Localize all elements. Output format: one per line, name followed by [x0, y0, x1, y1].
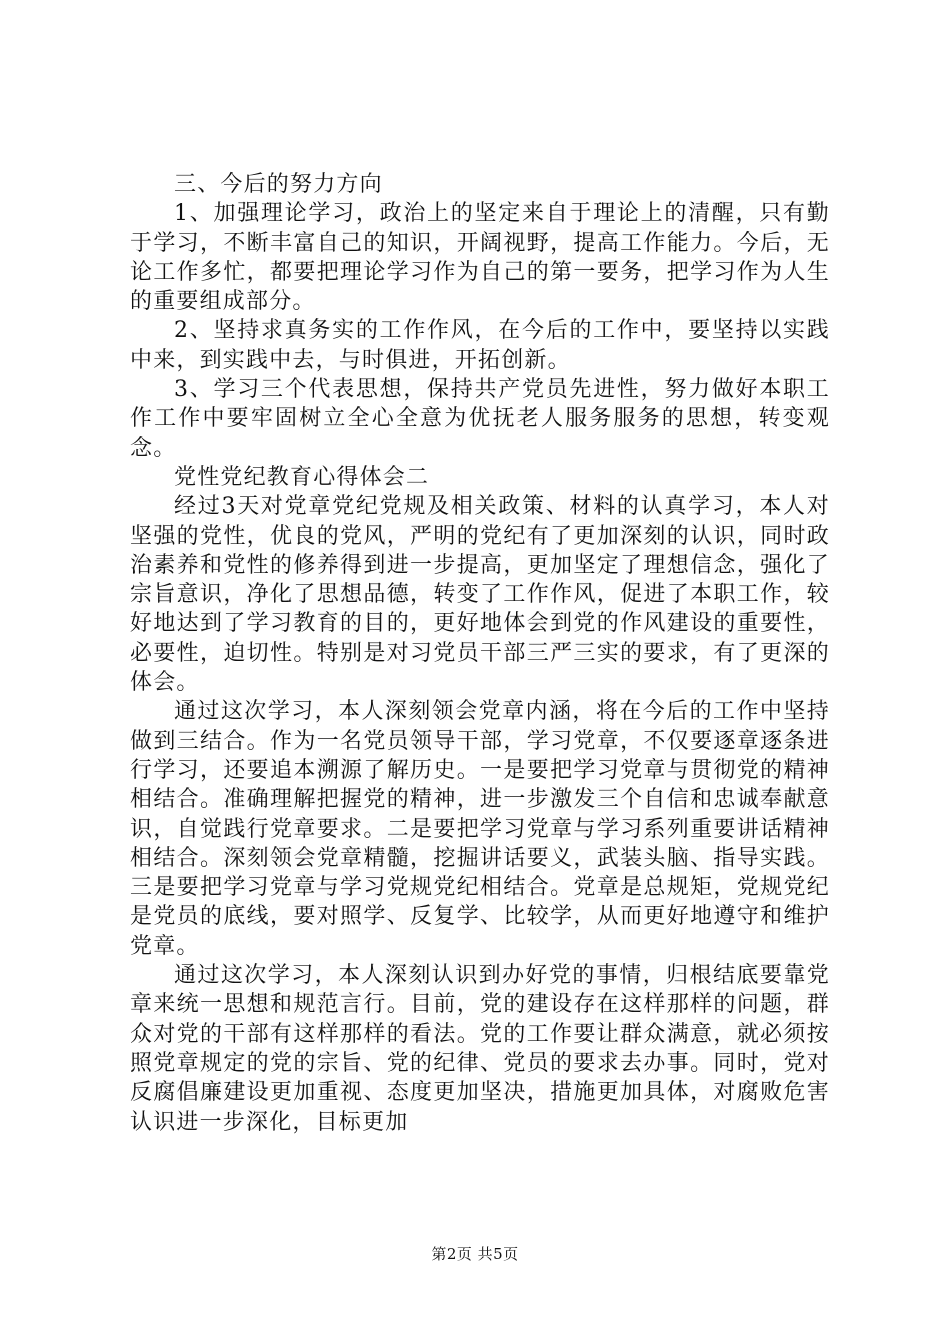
paragraph: 2、坚持求真务实的工作作风，在今后的工作中，要坚持以实践中来，到实践中去，与时俱进，开拓创新。: [130, 318, 830, 373]
paragraph: 3、学习三个代表思想，保持共产党员先进性，努力做好本职工作工作中要牢固树立全心全意为优抚老人服务服务的思想，转变观念。: [130, 377, 830, 461]
paragraph: 通过这次学习，本人深刻认识到办好党的事情，归根结底要靠党章来统一思想和规范言行。目前，党的建设存在这样那样的问题，群众对党的干部有这样那样的看法。党的工作要让群众满意，就必须按照党章规定的党的宗旨、党的纪律、党员的要求去办事。同时，党对反腐倡廉建设更加重视、态度更加坚决，措施更加具体，对腐败危害认识进一步深化，目标更加: [130, 963, 830, 1135]
paragraph: 经过3天对党章党纪党规及相关政策、材料的认真学习，本人对坚强的党性，优良的党风，严明的党纪有了更加深刻的认识，同时政治素养和党性的修养得到进一步提高，更加坚定了理想信念，强化了宗旨意识，净化了思想品德，转变了工作作风，促进了本职工作，较好地达到了学习教育的目的，更好地体会到党的作风建设的重要性，必要性，迫切性。特别是对习党员干部三严三实的要求，有了更深的体会。: [130, 494, 830, 696]
document-body: [130, 170, 830, 1137]
section-heading: 三、今后的努力方向: [174, 172, 383, 197]
page-number-footer: 第2页 共5页: [431, 1245, 519, 1263]
section-heading: 党性党纪教育心得体会二: [174, 464, 430, 490]
paragraph: 通过这次学习，本人深刻领会党章内涵，将在今后的工作中坚持做到三结合。作为一名党员领导干部，学习党章，不仅要逐章逐条进行学习，还要追本溯源了解历史。一是要把学习党章与贯彻党的精神相结合。准确理解把握党的精神，进一步激发三个自信和忠诚奉献意识，自觉践行党章要求。二是要把学习党章与学习系列重要讲话精神相结合。深刻领会党章精髓，挖掘讲话要义，武装头脑、指导实践。三是要把学习党章与学习党规党纪相结合。党章是总规矩，党规党纪是党员的底线，要对照学、反复学、比较学，从而更好地遵守和维护党章。: [130, 699, 830, 959]
paragraph: 1、加强理论学习，政治上的坚定来自于理论上的清醒，只有勤于学习，不断丰富自己的知识，开阔视野，提高工作能力。今后，无论工作多忙，都要把理论学习作为自己的第一要务，把学习作为人生的重要组成部分。: [130, 201, 830, 315]
